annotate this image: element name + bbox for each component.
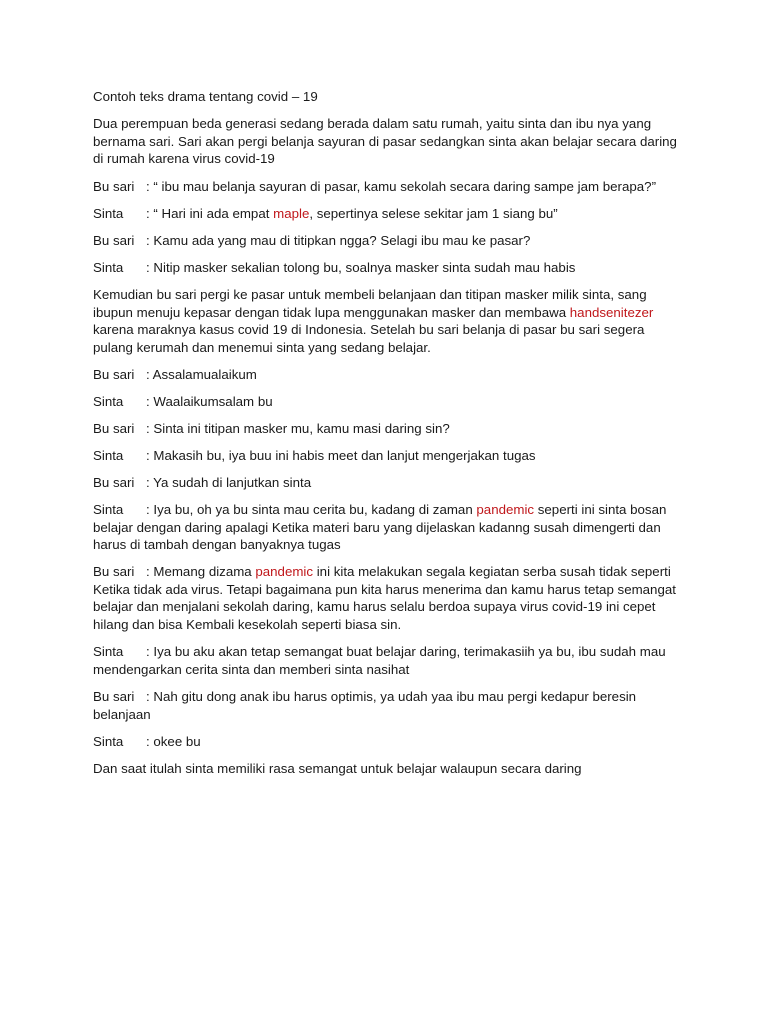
speaker-label: Bu sari [93, 233, 135, 248]
dialogue-text: : Waalaikumsalam bu [146, 394, 273, 409]
highlighted-word: pandemic [476, 502, 535, 517]
dialogue-text: : Sinta ini titipan masker mu, kamu masi daring sin? [146, 421, 450, 436]
dialogue-line [93, 563, 683, 633]
dialogue-text: : Ya sudah di lanjutkan sinta [146, 475, 312, 490]
dialogue-text: : “ Hari ini ada empat [146, 206, 274, 221]
dialogue-line [93, 501, 683, 554]
dialogue-text: : okee bu [146, 734, 201, 749]
dialogue-text: seperti ini sinta bosan belajar dengan daring apalagi Ketika materi baru yang dijelaskan kadanng susah dimengerti dan harus di tambah dengan banyaknya tugas [93, 502, 667, 552]
speaker-label: Sinta [93, 206, 124, 221]
dialogue-line [93, 393, 683, 411]
dialogue-text: : Assalamualaikum [146, 367, 257, 382]
speaker-label: Sinta [93, 448, 124, 463]
narration-text: Kemudian bu sari pergi ke pasar untuk membeli belanjaan dan titipan masker milik sinta, sang ibupun menuju kepasar dengan tidak lupa menggunakan masker dan membawa [93, 287, 647, 320]
dialogue-line [93, 474, 683, 492]
speaker-label: Bu sari [93, 421, 135, 436]
narration-text: karena maraknya kasus covid 19 di Indonesia. Setelah bu sari belanja di pasar bu sari segera pulang kerumah dan menemui sinta yang sedang belajar. [93, 322, 645, 355]
dialogue-text: : Makasih bu, iya buu ini habis meet dan lanjut mengerjakan tugas [146, 448, 536, 463]
speaker-label: Sinta [93, 394, 124, 409]
dialogue-line [93, 733, 683, 751]
speaker-label: Sinta [93, 734, 124, 749]
narration-paragraph [93, 286, 683, 356]
dialogue-line [93, 420, 683, 438]
dialogue-text: , sepertinya selese sekitar jam 1 siang bu” [309, 206, 558, 221]
dialogue-line [93, 178, 683, 196]
dialogue-text: ini kita melakukan segala kegiatan serba susah tidak seperti Ketika tidak ada virus. Tetapi bagaimana pun kita harus menerima dan kamu harus tetap semangat belajar dan menjalani sekolah daring, kamu harus selalu berdoa supaya virus covid-19 ini cepet hilang dan bisa Kembali kesekolah seperti biasa sin. [93, 564, 676, 632]
dialogue-text: : Memang dizama [146, 564, 256, 579]
dialogue-text: : “ ibu mau belanja sayuran di pasar, kamu sekolah secara daring sampe jam berapa?” [146, 179, 656, 194]
highlighted-word: maple [273, 206, 310, 221]
dialogue-line [93, 205, 683, 223]
dialogue-text: : Kamu ada yang mau di titipkan ngga? Selagi ibu mau ke pasar? [146, 233, 531, 248]
dialogue-line [93, 447, 683, 465]
speaker-label: Bu sari [93, 564, 135, 579]
dialogue-text: : Nah gitu dong anak ibu harus optimis, ya udah yaa ibu mau pergi kedapur beresin belanjaan [93, 689, 637, 722]
dialogue-line [93, 366, 683, 384]
closing-paragraph: Dan saat itulah sinta memiliki rasa semangat untuk belajar walaupun secara daring [93, 761, 582, 776]
document-title: Contoh teks drama tentang covid – 19 [93, 89, 318, 104]
dialogue-line [93, 643, 683, 678]
speaker-label: Sinta [93, 502, 124, 517]
highlighted-word: pandemic [255, 564, 314, 579]
speaker-label: Bu sari [93, 179, 135, 194]
dialogue-line [93, 232, 683, 250]
highlighted-word: handsenitezer [569, 304, 654, 320]
dialogue-line [93, 688, 683, 723]
speaker-label: Sinta [93, 644, 124, 659]
intro-paragraph: Dua perempuan beda generasi sedang berada dalam satu rumah, yaitu sinta dan ibu nya yang bernama sari. Sari akan pergi belanja sayuran di pasar sedangkan sinta akan belajar secara daring di rumah karena virus covid-19 [93, 116, 677, 166]
dialogue-text: : Iya bu aku akan tetap semangat buat belajar daring, terimakasiih ya bu, ibu sudah mau mendengarkan cerita sinta dan memberi sinta nasihat [93, 644, 666, 677]
speaker-label: Bu sari [93, 689, 135, 704]
speaker-label: Bu sari [93, 367, 135, 382]
speaker-label: Bu sari [93, 475, 135, 490]
dialogue-text: : Iya bu, oh ya bu sinta mau cerita bu, kadang di zaman [146, 502, 477, 517]
dialogue-line [93, 259, 683, 277]
dialogue-text: : Nitip masker sekalian tolong bu, soalnya masker sinta sudah mau habis [146, 260, 576, 275]
speaker-label: Sinta [93, 260, 124, 275]
